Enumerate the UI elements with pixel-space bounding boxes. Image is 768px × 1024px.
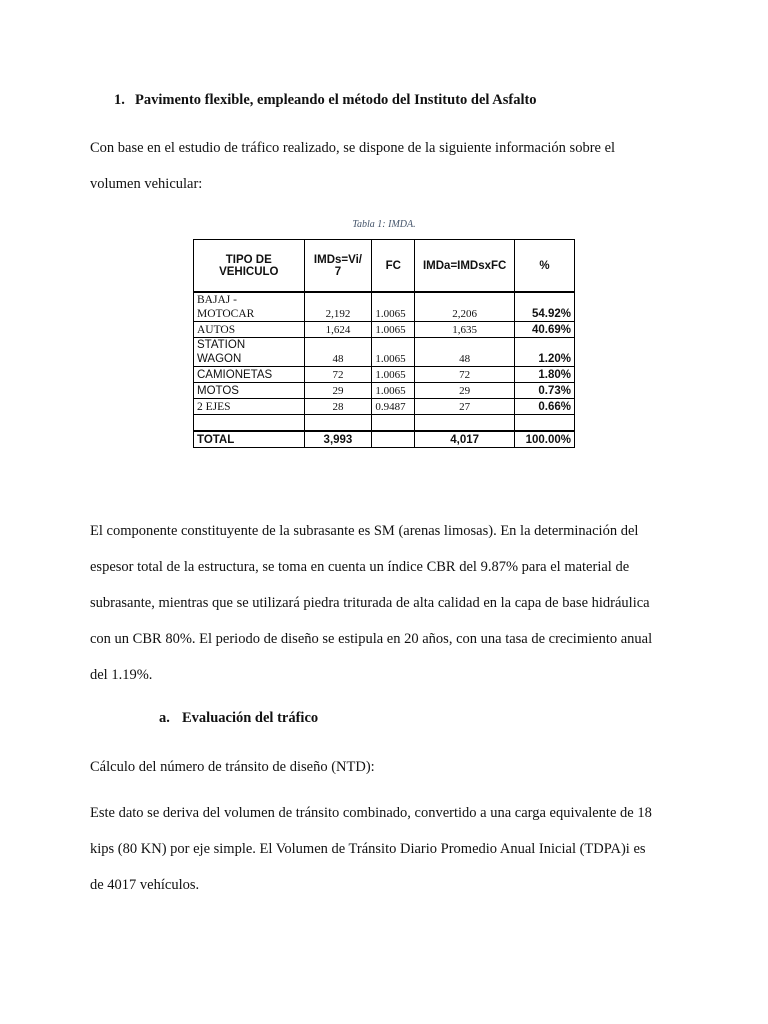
cell-pct: 1.80% bbox=[515, 367, 575, 383]
table-header-row bbox=[194, 240, 575, 293]
cell-tipo: CAMIONETAS bbox=[194, 367, 305, 383]
cell-imds: 29 bbox=[304, 383, 372, 399]
cell-total-fc bbox=[372, 431, 415, 448]
subrasante-line-1: El componente constituyente de la subrasante es SM (arenas limosas). En la determinación del bbox=[90, 523, 639, 539]
cell-imds: 48 bbox=[304, 338, 372, 367]
subrasante-paragraph bbox=[90, 513, 690, 693]
cell-imds: 1,624 bbox=[304, 322, 372, 338]
cell-tipo: AUTOS bbox=[194, 322, 305, 338]
table-caption: Tabla 1: IMDA. bbox=[352, 219, 416, 230]
cell-tipo: STATION WAGON bbox=[194, 338, 305, 367]
table-total-row bbox=[194, 431, 575, 448]
cell-total-label: TOTAL bbox=[194, 431, 305, 448]
subrasante-line-4: con un CBR 80%. El periodo de diseño se estipula en 20 años, con una tasa de crecimiento anual bbox=[90, 631, 653, 647]
cell-total-pct: 100.00% bbox=[515, 431, 575, 448]
subrasante-line-3: subrasante, mientras que se utilizará piedra triturada de alta calidad en la capa de base hidráulica bbox=[90, 595, 650, 611]
cell-imds: 28 bbox=[304, 399, 372, 415]
subsection-title: Evaluación del tráfico bbox=[182, 710, 319, 726]
cell-tipo: BAJAJ - MOTOCAR bbox=[194, 292, 305, 322]
tdpa-line-3: de 4017 vehículos. bbox=[90, 877, 200, 893]
table-row bbox=[194, 399, 575, 415]
cell-fc: 0.9487 bbox=[372, 399, 415, 415]
cell-tipo: 2 EJES bbox=[194, 399, 305, 415]
imda-table bbox=[193, 239, 575, 448]
header-imda: IMDa=IMDsxFC bbox=[415, 240, 515, 293]
intro-line-2: volumen vehicular: bbox=[90, 176, 203, 192]
cell-fc: 1.0065 bbox=[372, 292, 415, 322]
intro-line-1: Con base en el estudio de tráfico realizado, se dispone de la siguiente información sobre el bbox=[90, 140, 616, 156]
tdpa-line-2: kips (80 KN) por eje simple. El Volumen de Tránsito Diario Promedio Anual Inicial (TDPA)i es bbox=[90, 841, 646, 857]
section-number: 1. bbox=[114, 92, 125, 108]
ntd-paragraph bbox=[90, 749, 690, 785]
table-row-empty bbox=[194, 415, 575, 432]
cell-imds: 2,192 bbox=[304, 292, 372, 322]
cell-imda: 27 bbox=[415, 399, 515, 415]
table-row bbox=[194, 322, 575, 338]
section-title: Pavimento flexible, empleando el método del Instituto del Asfalto bbox=[135, 92, 537, 108]
cell-tipo: MOTOS bbox=[194, 383, 305, 399]
cell-imda: 29 bbox=[415, 383, 515, 399]
cell-pct: 40.69% bbox=[515, 322, 575, 338]
subrasante-line-5: del 1.19%. bbox=[90, 667, 153, 683]
table-row bbox=[194, 383, 575, 399]
section-heading-a bbox=[159, 710, 318, 727]
tdpa-line-1: Este dato se deriva del volumen de tránsito combinado, convertido a una carga equivalente de 18 bbox=[90, 805, 652, 821]
intro-paragraph bbox=[90, 130, 690, 202]
cell-fc: 1.0065 bbox=[372, 322, 415, 338]
header-tipo: TIPO DE VEHICULO bbox=[194, 240, 305, 293]
cell-fc: 1.0065 bbox=[372, 367, 415, 383]
cell-pct: 54.92% bbox=[515, 292, 575, 322]
header-imds: IMDs=Vi/ 7 bbox=[304, 240, 372, 293]
cell-imda: 2,206 bbox=[415, 292, 515, 322]
table-row bbox=[194, 367, 575, 383]
cell-total-imds: 3,993 bbox=[304, 431, 372, 448]
cell-fc: 1.0065 bbox=[372, 338, 415, 367]
tdpa-paragraph bbox=[90, 795, 690, 903]
cell-pct: 0.73% bbox=[515, 383, 575, 399]
cell-imda: 48 bbox=[415, 338, 515, 367]
cell-fc: 1.0065 bbox=[372, 383, 415, 399]
cell-pct: 1.20% bbox=[515, 338, 575, 367]
header-pct: % bbox=[515, 240, 575, 293]
table-row bbox=[194, 338, 575, 367]
section-heading-1 bbox=[114, 92, 537, 109]
subrasante-line-2: espesor total de la estructura, se toma en cuenta un índice CBR del 9.87% para el material de bbox=[90, 559, 630, 575]
cell-imda: 1,635 bbox=[415, 322, 515, 338]
header-fc: FC bbox=[372, 240, 415, 293]
ntd-line-1: Cálculo del número de tránsito de diseño (NTD): bbox=[90, 759, 375, 775]
cell-imds: 72 bbox=[304, 367, 372, 383]
table-row bbox=[194, 292, 575, 322]
cell-total-imda: 4,017 bbox=[415, 431, 515, 448]
cell-imda: 72 bbox=[415, 367, 515, 383]
subsection-number: a. bbox=[159, 710, 170, 726]
cell-pct: 0.66% bbox=[515, 399, 575, 415]
